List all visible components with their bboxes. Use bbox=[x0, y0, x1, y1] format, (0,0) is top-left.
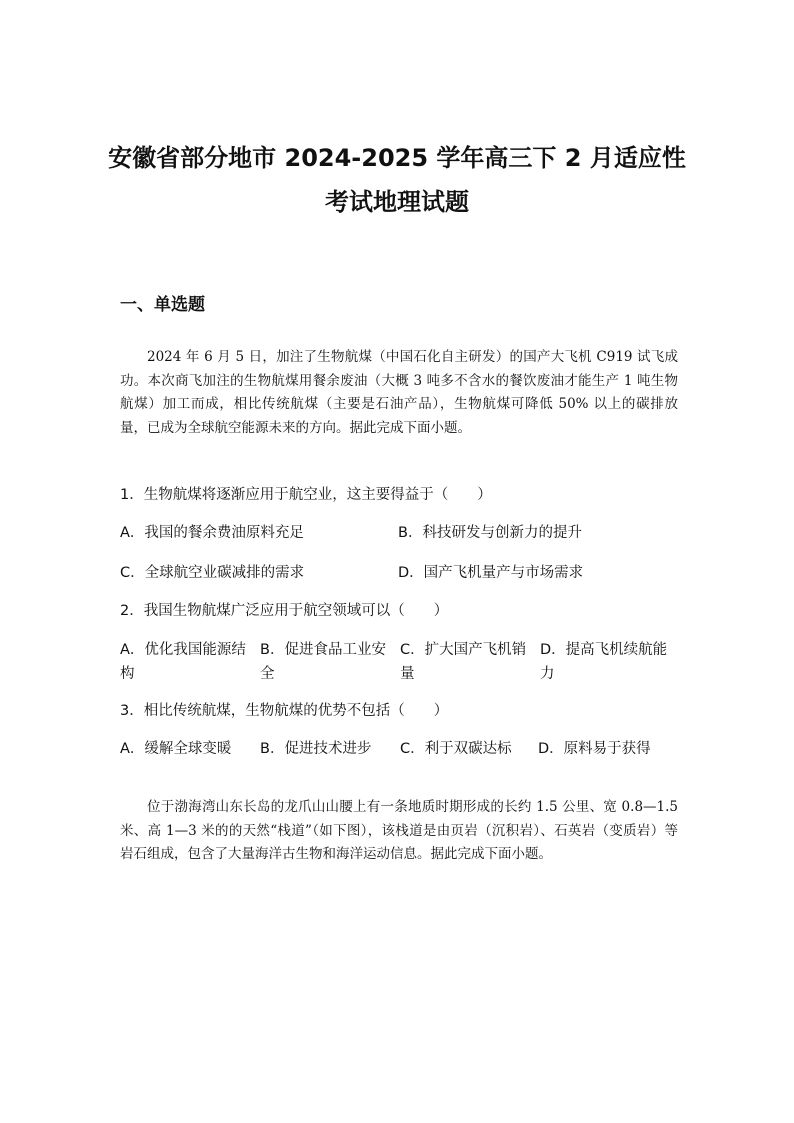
document-title-line-2: 考试地理试题 bbox=[325, 188, 469, 216]
question-2-option-d: D．提高飞机续航能力 bbox=[540, 642, 668, 682]
question-1-option-b: B．科技研发与创新力的提升 bbox=[398, 525, 582, 541]
question-3-option-d: D．原料易于获得 bbox=[538, 741, 651, 757]
question-1-stem: 1．生物航煤将逐渐应用于航空业，这主要得益于（ ） bbox=[120, 487, 492, 503]
question-3-option-b: B．促进技术进步 bbox=[260, 741, 372, 757]
reading-passage-1: 2024 年 6 月 5 日，加注了生物航煤（中国石化自主研发）的国产大飞机 C919 试飞成功。本次商飞加注的生物航煤用餐余废油（大概 3 吨多不含水的餐饮废油才能生产 1 吨生物航煤）加工而成，相比传统航煤（主要是石油产品），生物航煤可降低 50% 以上的碳排放量，已成为全球航空能源未来的方向。据此完成下面小题。 bbox=[120, 349, 678, 436]
question-2-option-b: B．促进食品工业安全 bbox=[260, 642, 386, 682]
reading-passage-2: 位于渤海湾山东长岛的龙爪山山腰上有一条地质时期形成的长约 1.5 公里、宽 0.8—1.5 米、高 1—3 米的的天然“栈道”（如下图），该栈道是由页岩（沉积岩）、石英岩（变质岩）等岩石组成，包含了大量海洋古生物和海洋运动信息。据此完成下面小题。 bbox=[120, 799, 678, 862]
document-title-line-1: 安徽省部分地市 2024-2025 学年高三下 2 月适应性 bbox=[108, 144, 686, 172]
question-2-stem: 2．我国生物航煤广泛应用于航空领域可以（ ） bbox=[120, 603, 449, 619]
question-2-option-a: A．优化我国能源结构 bbox=[120, 642, 246, 682]
question-3-option-c: C．利于双碳达标 bbox=[400, 741, 512, 757]
question-1-option-a: A．我国的餐余费油原料充足 bbox=[120, 525, 304, 541]
question-1-option-c: C．全球航空业碳减排的需求 bbox=[120, 565, 305, 581]
question-3-stem: 3．相比传统航煤，生物航煤的优势不包括（ ） bbox=[120, 703, 449, 719]
question-1-option-d: D．国产飞机量产与市场需求 bbox=[398, 565, 584, 581]
question-2-option-c: C．扩大国产飞机销量 bbox=[400, 642, 527, 682]
question-3-option-a: A．缓解全球变暖 bbox=[120, 741, 232, 757]
section-heading: 一、单选题 bbox=[120, 295, 205, 315]
